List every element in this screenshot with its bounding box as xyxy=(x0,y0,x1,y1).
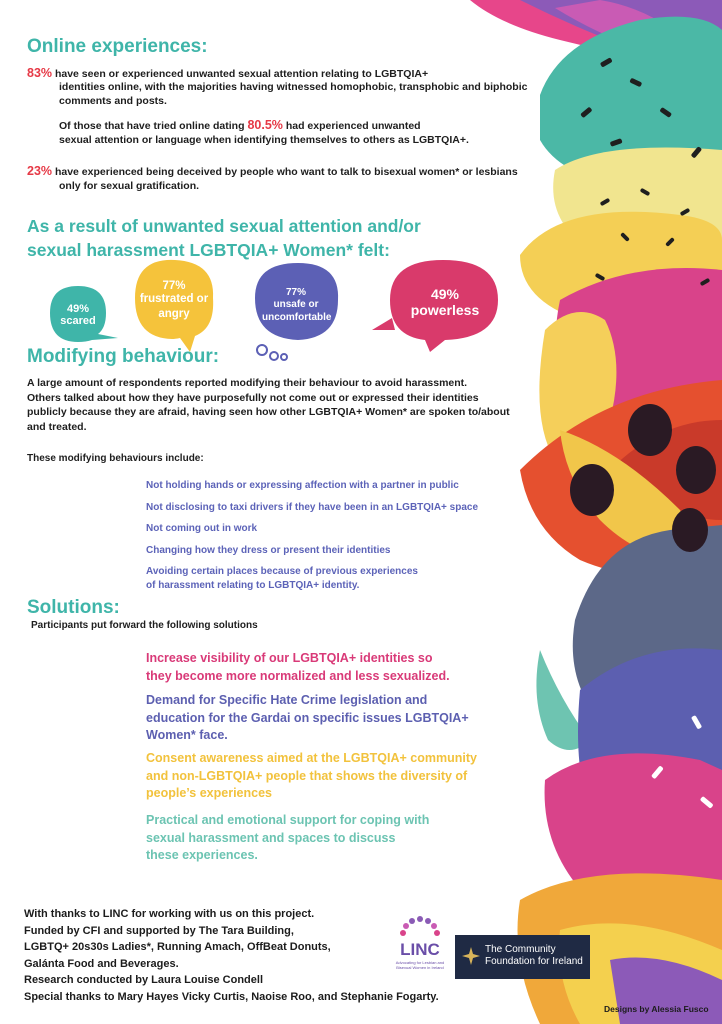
solution-visibility-line1: Increase visibility of our LGBTQIA+ identities so xyxy=(146,651,433,665)
modifying-item-1: Not holding hands or expressing affection with a partner in public xyxy=(146,480,459,491)
solution-support-line3: these experiences. xyxy=(146,848,258,862)
modifying-item-2: Not disclosing to taxi drivers if they have been in an LGBTQIA+ space xyxy=(146,502,479,513)
solutions-intro: Participants put forward the following solutions xyxy=(31,620,258,631)
online-experiences-heading: Online experiences: xyxy=(27,36,208,57)
stat-23-pct: 23% xyxy=(27,164,53,178)
bubble-unsafe-pct: 77% xyxy=(285,286,306,298)
dating-pct: 80.5% xyxy=(247,118,283,132)
modifying-list-intro: These modifying behaviours include: xyxy=(27,453,204,464)
stat-83-line1: have seen or experienced unwanted sexual attention relating to LGBTQIA+ xyxy=(54,68,429,80)
solution-hate-crime-line2: education for the Gardai on specific issues LGBTQIA+ xyxy=(146,710,469,725)
ack-line2: Funded by CFI and supported by The Tara Building, xyxy=(24,924,294,937)
bubble-powerless-pct: 49% xyxy=(430,286,460,302)
solution-support-line2: sexual harassment and spaces to discuss xyxy=(146,830,396,845)
bubble-scared-label: scared xyxy=(60,315,96,327)
modifying-item-3: Not coming out in work xyxy=(146,523,258,534)
modifying-paragraph xyxy=(27,376,547,434)
modifying-item-5-line1: Avoiding certain places because of previous experiences xyxy=(146,566,418,577)
cfi-line1: The Community xyxy=(485,944,556,955)
design-credit: Designs by Alessia Fusco xyxy=(604,1004,709,1014)
bubble-frustrated-pct: 77% xyxy=(162,280,186,292)
modifying-para-line2: Others talked about how they have purposefully not come out or expressed their identities xyxy=(27,391,479,404)
ack-line5: Research conducted by Laura Louise Condell xyxy=(24,974,263,986)
bubble-powerless-label: powerless xyxy=(410,302,480,318)
bubble-unsafe-label: unsafe or uncomfortable xyxy=(262,298,332,323)
stat-23-line2: only for sexual gratification. xyxy=(59,180,200,192)
bubble-frustrated-label: frustrated or angry xyxy=(139,293,209,320)
stat-83-pct: 83% xyxy=(27,66,53,80)
ack-line1: With thanks to LINC for working with us on this project. xyxy=(24,908,315,920)
stat-23-line1: have experienced being deceived by people who want to talk to bisexual women* or lesbians xyxy=(54,166,518,178)
community-foundation-logo xyxy=(455,935,590,979)
solution-hate-crime-line3: Women* face. xyxy=(146,728,228,742)
modifying-heading: Modifying behaviour: xyxy=(27,346,220,367)
solution-support-line1: Practical and emotional support for coping with xyxy=(146,813,430,827)
dating-line2: sexual attention or language when identifying themselves to others as LGBTQIA+. xyxy=(59,134,469,146)
result-heading-line2: sexual harassment LGBTQIA+ Women* felt: xyxy=(27,240,390,260)
solution-consent-line3: people’s experiences xyxy=(146,786,272,800)
bubble-unsafe xyxy=(256,272,336,338)
bubble-frustrated xyxy=(135,266,213,336)
online-stat-23 xyxy=(27,164,547,180)
linc-tagline-2: Bisexual Women in Ireland xyxy=(396,965,444,970)
acknowledgements xyxy=(24,906,439,1005)
ack-line3: LGBTQ+ 20s30s Ladies*, Running Amach, OffBeat Donuts, xyxy=(24,941,331,953)
cfi-line2: Foundation for Ireland xyxy=(485,956,583,967)
linc-wordmark: LINC xyxy=(400,940,440,959)
result-heading-line1: As a result of unwanted sexual attention and/or xyxy=(27,216,421,236)
dating-pre: Of those that have tried online dating xyxy=(59,120,245,132)
ack-line4: Galánta Food and Beverages. xyxy=(24,957,179,970)
solution-hate-crime-line1: Demand for Specific Hate Crime legislation and xyxy=(146,693,428,707)
bubble-powerless xyxy=(392,270,498,334)
solution-consent-line2: and non-LGBTQIA+ people that shows the diversity of xyxy=(146,768,468,783)
modifying-para-line1: A large amount of respondents reported modifying their behaviour to avoid harassment. xyxy=(27,377,468,389)
solution-consent xyxy=(146,750,477,803)
solution-consent-line1: Consent awareness aimed at the LGBTQIA+ community xyxy=(146,751,477,765)
modifying-para-line3: publicly because they are afraid, having seen how other LGBTQIA+ Women* are spoken to/about xyxy=(27,406,510,418)
solution-visibility xyxy=(146,650,450,685)
bubble-scared xyxy=(50,290,106,340)
linc-tagline-1: Advocating for Lesbian and xyxy=(395,960,445,965)
linc-logo xyxy=(390,915,450,975)
modifying-item-5-line2: of harassment relating to LGBTQIA+ identity. xyxy=(146,580,360,591)
modifying-para-line4: and treated. xyxy=(27,420,87,433)
stat-83-line2: identities online, with the majorities having witnessed homophobic, transphobic and biphobic xyxy=(59,81,528,93)
ack-line6: Special thanks to Mary Hayes Vicky Curtis, Naoise Roo, and Stephanie Fogarty. xyxy=(24,990,439,1003)
solution-support xyxy=(146,812,429,865)
solution-hate-crime xyxy=(146,692,469,745)
bubble-scared-pct: 49% xyxy=(66,303,90,315)
star-icon xyxy=(462,947,480,965)
modifying-item-4: Changing how they dress or present their identities xyxy=(146,545,391,556)
solution-visibility-line2: they become more normalized and less sexualized. xyxy=(146,668,450,683)
dating-post: had experienced unwanted xyxy=(285,120,421,132)
solutions-heading: Solutions: xyxy=(27,597,120,618)
online-dating-stat xyxy=(59,118,421,134)
stat-83-line3: comments and posts. xyxy=(59,95,167,107)
